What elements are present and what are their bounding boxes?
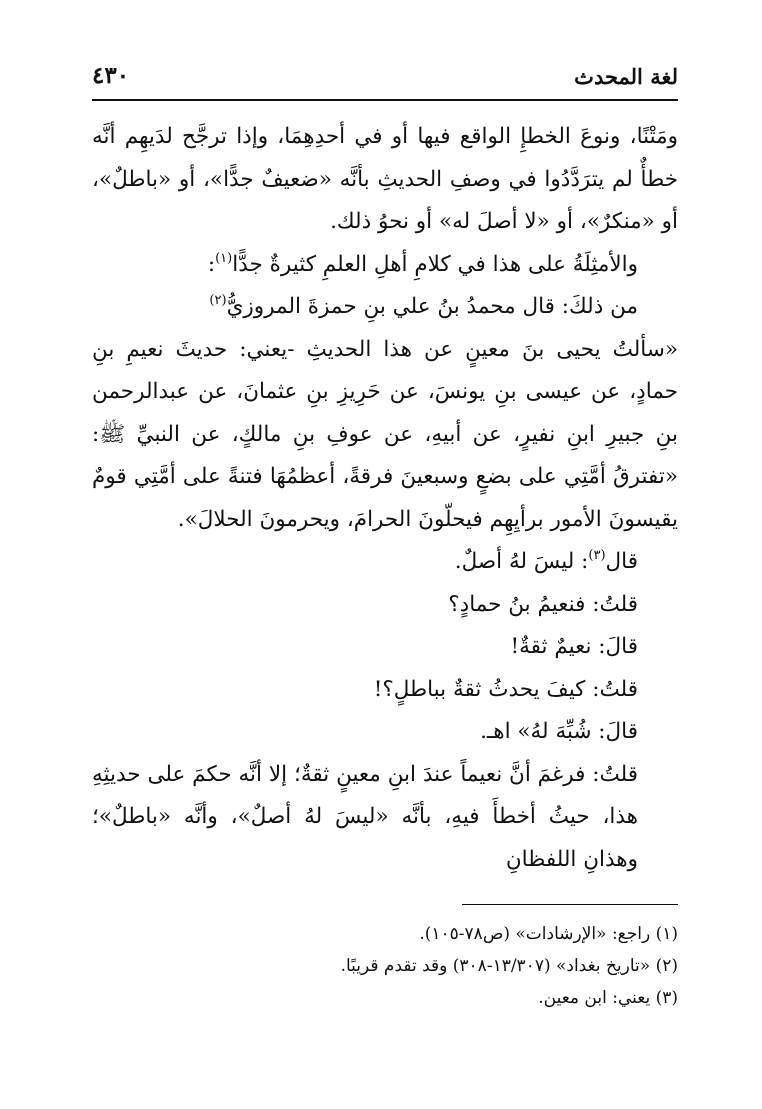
footnote: (٣) يعني: ابن معين. — [538, 988, 678, 1008]
footnote: (١) راجع: «الإرشادات» (ص٧٨-١٠٥). — [419, 924, 678, 944]
main-text — [92, 116, 678, 881]
footnote-rule — [462, 904, 678, 905]
dialogue-line — [92, 541, 678, 584]
quotation: «سألتُ يحيى بنَ معينٍ عن هذا الحديثِ -يعني: حديثَ نعيمِ بنِ حمادٍ، عن عيسى بنِ يونسَ، عن حَرِيزِ بنِ عثمانَ، عن عبدالرحمن بنِ جبيرِ ابنِ نفيرٍ، عن أبيهِ، عن عوفِ بنِ مالكٍ، عن النبيِّ ﷺ: «تفترقُ أمَّتِي على بضعٍ وسبعينَ فرقةً، أعظمُهَا فتنةً على أمَّتِي قومٌ يقيسونَ الأمور برأيِهِم فيحلّونَ الحرامَ، ويحرمونَ الحلالَ». — [92, 336, 678, 532]
paragraph-text: قال — [605, 549, 638, 574]
paragraph: قلتُ: فرغمَ أنَّ نعيماً عندَ ابنِ معينٍ ثقةٌ؛ إلا أنَّه حكمَ على حديثِهِ هذا، حيثُ أخطأَ فيهِ، بأنَّه «ليسَ لهُ أصلٌ»، وأنَّه «باطلٌ»؛ وهذانِ اللفظانِ — [92, 761, 638, 872]
running-header — [92, 58, 678, 98]
colon: : — [574, 549, 589, 574]
page-number: ٤٣٠ — [92, 62, 130, 89]
footnote-marker: (٣) — [588, 548, 606, 563]
footnote-marker: (١) — [215, 250, 233, 266]
colon: : — [207, 251, 216, 277]
dialogue-line: قلتُ: كيفَ يحدثُ ثقةٌ بباطلٍ؟! — [373, 676, 638, 702]
paragraph — [92, 286, 678, 329]
dialogue-line: قلتُ: فنعيمُ بنُ حمادٍ؟ — [448, 591, 638, 617]
paragraph-text: ليسَ لهُ أصلٌ. — [454, 549, 575, 574]
header-rule — [92, 99, 678, 101]
paragraph-text: من ذلكَ: قال محمدُ بنُ علي بنِ حمزةَ المروزيُّ — [226, 294, 638, 319]
dialogue-line: قالَ: شُبِّهَ لهُ» اهـ. — [480, 719, 638, 744]
footnote: (٢) «تاريخ بغداد» (١٣/٣٠٧-٣٠٨) وقد تقدم قريبًا. — [340, 956, 678, 976]
paragraph-text: والأمثِلَةُ على هذا في كلامِ أهلِ العلمِ كثيرةٌ جدًّا — [232, 251, 638, 277]
running-title: لغة المحدث — [574, 64, 678, 89]
paragraph — [92, 244, 678, 287]
paragraph: ومَتْنًا، ونوعَ الخطإِ الواقع فيها أو في أحدِهِمَا، وإذا ترجَّح لدَيهِم أنَّه خطأٌ لم يترَدَّدُوا في وصفِ الحديثِ بأنَّه «ضعيفٌ جدًّا»، أو «باطلٌ»، أو «منكرٌ»، أو «لا أصلَ له» أو نحوُ ذلك. — [92, 124, 678, 234]
dialogue-line: قالَ: نعيمٌ ثقةٌ! — [510, 634, 638, 659]
footnote-marker: (٢) — [209, 293, 227, 308]
footnotes — [92, 918, 678, 1014]
